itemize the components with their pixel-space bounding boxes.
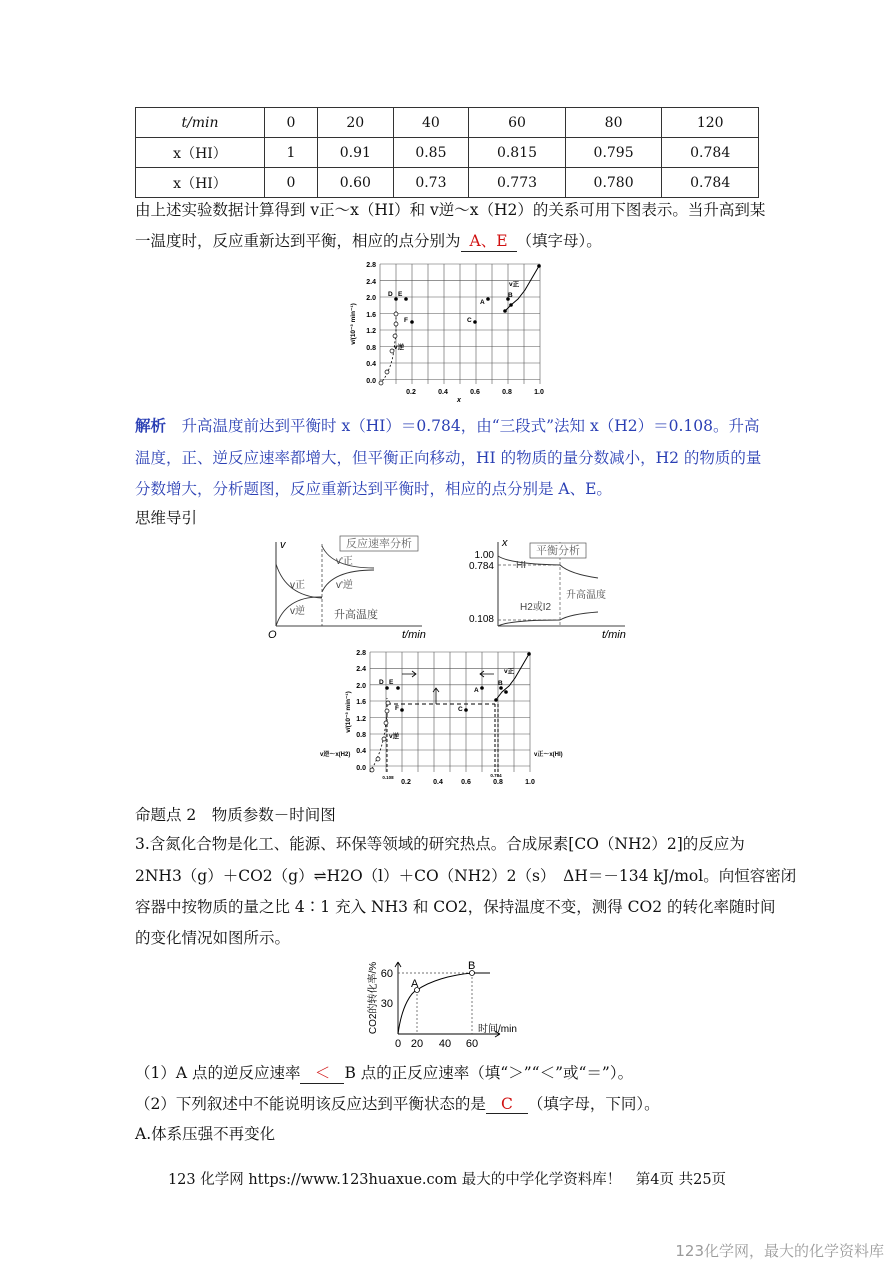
section-heading: 命题点 2 物质参数－时间图 (135, 806, 336, 824)
point-label: v逆 (389, 733, 400, 740)
analysis-line (135, 414, 759, 436)
y-axis-label: v/(10⁻³ min⁻¹) (345, 691, 352, 733)
point-label: D (379, 679, 384, 686)
filled-points (385, 652, 531, 712)
watermark: 123化学网，最大的化学资料库 (675, 1242, 884, 1260)
y-tick: 2.8 (356, 650, 366, 657)
x-tick: 0.784 (490, 773, 502, 778)
table-cell: 0 (265, 108, 318, 138)
conversion-chart (360, 956, 530, 1060)
table-cell: 80 (565, 108, 662, 138)
table-cell: 0.85 (393, 138, 469, 168)
point-label: C (458, 706, 463, 713)
y-tick: 2.4 (366, 279, 376, 286)
table-row (136, 138, 759, 168)
table-cell: x（HI） (136, 138, 265, 168)
table-cell: x（HI） (136, 168, 265, 198)
series-label: v正～x(HI) (534, 752, 563, 758)
table-cell: 0.784 (662, 138, 759, 168)
series-label: v逆～x(H2) (320, 752, 351, 758)
arrow-right-icon (402, 671, 416, 677)
note-label: 升高温度 (334, 609, 378, 621)
question-text: 2NH3（g）＋CO2（g）⇌H2O（l）＋CO（NH2）2（s） ΔH＝－134 kJ/mol。向恒容密闭 (135, 867, 797, 885)
y-axis-label: CO2的转化率/% (368, 961, 379, 1035)
y-tick: 30 (380, 998, 393, 1010)
point-label: B (498, 680, 503, 687)
point-label: B (468, 960, 476, 972)
x-tick: 0.108 (382, 775, 394, 780)
question-text: 一温度时，反应重新达到平衡，相应的点分别为 (135, 232, 461, 250)
question-text: （填字母，下同）。 (527, 1095, 660, 1113)
point-label: D (388, 291, 393, 298)
y-tick: 2.8 (366, 262, 376, 269)
table-cell: 0.60 (318, 168, 394, 198)
x-tick: 0.2 (401, 779, 411, 786)
rate-analysis-diagram (262, 534, 432, 642)
table-cell: 0.91 (318, 138, 394, 168)
analysis-line: 分数增大，分析题图，反应重新达到平衡时，相应的点分别是 A、E。 (135, 480, 612, 498)
table-cell: 0.73 (393, 168, 469, 198)
curve-label: v逆 (290, 606, 305, 617)
table-cell: t/min (136, 108, 265, 138)
x-tick: 0.6 (470, 389, 480, 396)
analysis-label: 解析 (135, 416, 167, 435)
x-tick: 0.8 (502, 389, 512, 396)
curve-label: v'正 (336, 556, 353, 567)
curve-label: v正 (290, 580, 305, 591)
answer-blank: A、E (461, 229, 517, 252)
y-tick: 0.0 (356, 765, 366, 772)
y-tick: 0.8 (356, 732, 366, 739)
question-text: （2）下列叙述中不能说明该反应达到平衡状态的是 (135, 1095, 486, 1113)
y-tick: 0.0 (366, 378, 376, 385)
analysis-line: 温度，正、逆反应速率都增大，但平衡正向移动，HI 的物质的量分数减小，H2 的物质的量 (135, 449, 762, 467)
h2-curve (498, 612, 598, 626)
question-text (135, 1092, 660, 1114)
point-label: F (395, 705, 399, 712)
curve-label: v'逆 (336, 580, 353, 591)
y-tick: 1.2 (356, 716, 366, 723)
point-label: A (474, 687, 479, 694)
y-tick: 0.4 (356, 748, 366, 755)
point-label: A (480, 299, 485, 306)
y-tick: 0.8 (366, 345, 376, 352)
x-tick: 0.4 (438, 389, 448, 396)
point-label: v逆 (394, 344, 405, 351)
x-tick: 0.2 (406, 389, 416, 396)
equilibrium-diagram (460, 534, 632, 642)
x-tick: 60 (465, 1038, 479, 1050)
y-tick: 0.108 (468, 614, 494, 625)
question-text (135, 1061, 633, 1084)
curve-label: HI (516, 560, 526, 571)
y-tick: 1.6 (366, 312, 376, 319)
y-tick: 2.4 (356, 666, 366, 673)
point-label: B (508, 292, 513, 299)
page-footer: 123 化学网 https://www.123huaxue.com 最大的中学化学资料库！ 第4页 共25页 (167, 1172, 727, 1188)
table-cell: 0 (265, 168, 318, 198)
table-cell: 0.780 (565, 168, 662, 198)
forward-rate-curve (495, 654, 529, 701)
question-text: 由上述实验数据计算得到 v正～x（HI）和 v逆～x（H2）的关系可用下图表示。当升高到某 (135, 201, 766, 219)
question-text: （1）A 点的逆反应速率 (135, 1064, 301, 1082)
x-tick: 1.0 (534, 389, 544, 396)
question-text (135, 229, 602, 252)
table-cell: 20 (318, 108, 394, 138)
filled-points (394, 264, 541, 324)
curve-label: H2或I2 (520, 602, 552, 613)
y-tick: 2.0 (366, 295, 376, 302)
point-label: E (398, 291, 403, 298)
diagram-title: 反应速率分析 (346, 538, 412, 550)
y-tick: 60 (380, 968, 393, 980)
y-tick: 2.0 (356, 683, 366, 690)
table-cell: 120 (662, 108, 759, 138)
x-axis-label: 时间/min (478, 1024, 517, 1035)
question-text: B 点的正反应速率（填“＞”“＜”或“＝”）。 (344, 1064, 634, 1082)
question-text: 容器中按物质的量之比 4∶1 充入 NH3 和 CO2，保持温度不变，测得 CO2 的转化率随时间 (135, 898, 776, 916)
x-tick: 0.4 (433, 779, 443, 786)
point-label: v正 (509, 281, 520, 288)
table-cell: 1 (265, 138, 318, 168)
question-text: 3.含氮化合物是化工、能源、环保等领域的研究热点。合成尿素[CO（NH2）2]的反应为 (135, 835, 745, 853)
x-tick: 1.0 (525, 779, 535, 786)
table-cell: 0.795 (565, 138, 662, 168)
data-table (135, 107, 759, 198)
table-row (136, 108, 759, 138)
x-tick: 0 (394, 1038, 402, 1050)
table-cell: 0.773 (469, 168, 566, 198)
analysis-text: 升高温度前达到平衡时 x（HI）＝0.784，由“三段式”法知 x（H2）＝0.108。升高 (181, 417, 760, 435)
option-a: A.体系压强不再变化 (135, 1125, 276, 1143)
table-cell: 60 (469, 108, 566, 138)
rate-chart-2 (312, 646, 563, 794)
y-tick: 1.00 (474, 550, 494, 561)
point-label: F (404, 317, 408, 324)
y-tick: 0.4 (366, 361, 376, 368)
x-axis-label: t/min (402, 629, 426, 641)
point-label: A (411, 978, 419, 990)
x-axis-label: x (457, 397, 461, 404)
x-tick: 20 (410, 1038, 424, 1050)
hi-curve (498, 556, 598, 578)
table-row (136, 168, 759, 198)
y-axis-label: x (502, 537, 508, 549)
x-tick: 0.8 (493, 779, 503, 786)
point-label: v正 (504, 668, 515, 675)
guide-title: 思维导引 (135, 509, 198, 527)
x-tick: 0.6 (461, 779, 471, 786)
answer-blank: C (486, 1095, 528, 1114)
point-label: E (389, 679, 394, 686)
y-tick: 0.784 (468, 561, 494, 572)
curve-label: 升高温度 (566, 590, 606, 601)
rate-chart-1 (345, 256, 550, 406)
question-text: （填字母）。 (516, 232, 602, 250)
y-tick: 1.6 (356, 699, 366, 706)
x-axis-label: t/min (602, 629, 626, 641)
origin-label: O (268, 629, 277, 641)
y-axis-label: v (280, 539, 286, 551)
x-tick: 40 (438, 1038, 452, 1050)
table-cell: 0.784 (662, 168, 759, 198)
diagram-title: 平衡分析 (536, 545, 580, 557)
y-axis-label: v/(10⁻³ min⁻¹) (350, 303, 357, 345)
answer-blank: ＜ (300, 1061, 344, 1084)
table-cell: 40 (393, 108, 469, 138)
y-tick: 1.2 (366, 328, 376, 335)
table-cell: 0.815 (469, 138, 566, 168)
question-text: 的变化情况如图所示。 (135, 929, 291, 947)
point-label: C (467, 317, 472, 324)
